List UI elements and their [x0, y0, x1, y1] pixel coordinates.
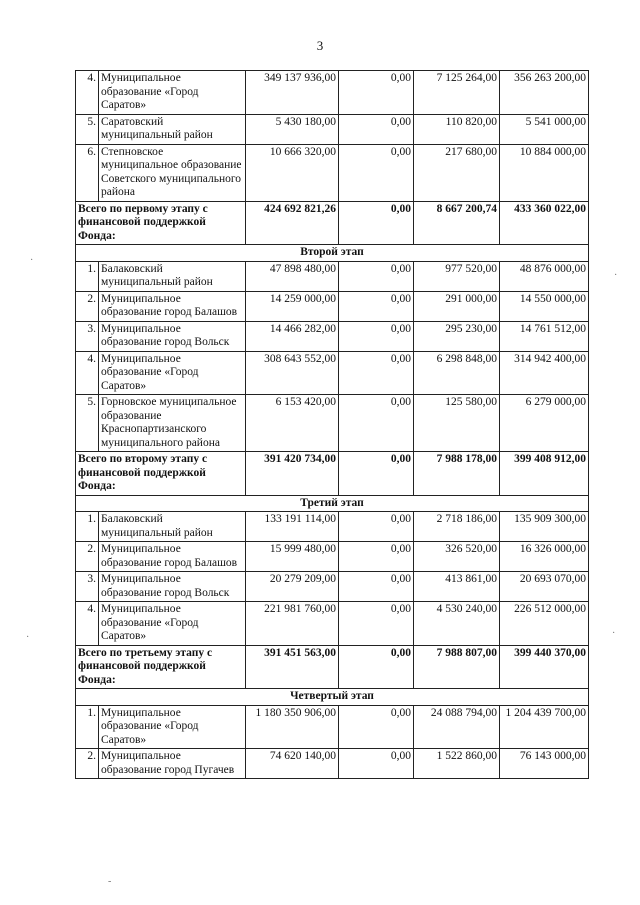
- municipality-name: Саратовский муниципальный район: [99, 114, 246, 144]
- amount-cell: 0,00: [339, 572, 414, 602]
- scan-mark: ·: [612, 628, 616, 639]
- stage-title: Четвертый этап: [76, 689, 589, 706]
- table-row: [76, 705, 589, 749]
- amount-cell: 125 580,00: [414, 395, 500, 452]
- total-amount-cell: 314 942 400,00: [500, 351, 589, 395]
- stage-header-row: [76, 245, 589, 262]
- amount-cell: 391 420 734,00: [246, 452, 339, 496]
- stage-header-row: [76, 689, 589, 706]
- amount-cell: 10 666 320,00: [246, 144, 339, 201]
- row-number: 6.: [76, 144, 99, 201]
- amount-cell: 110 820,00: [414, 114, 500, 144]
- scan-mark: ·: [614, 270, 618, 281]
- municipality-name: Муниципальное образование город Пугачев: [99, 749, 246, 779]
- row-number: 5.: [76, 114, 99, 144]
- amount-cell: 0,00: [339, 291, 414, 321]
- stage-total-label: Всего по второму этапу с финансовой поддержкой Фонда:: [76, 452, 246, 496]
- row-number: 2.: [76, 291, 99, 321]
- stage-total-row: [76, 452, 589, 496]
- amount-cell: 2 718 186,00: [414, 512, 500, 542]
- municipality-name: Горновское муниципальное образование Краснопартизанского муниципального района: [99, 395, 246, 452]
- municipality-name: Муниципальное образование город Вольск: [99, 321, 246, 351]
- stage-total-label: Всего по первому этапу с финансовой поддержкой Фонда:: [76, 201, 246, 245]
- amount-cell: 295 230,00: [414, 321, 500, 351]
- page-number: 3: [316, 38, 324, 53]
- table-row: [76, 572, 589, 602]
- amount-cell: 7 988 178,00: [414, 452, 500, 496]
- funding-table: [75, 70, 589, 779]
- municipality-name: Балаковский муниципальный район: [99, 261, 246, 291]
- amount-cell: 0,00: [339, 201, 414, 245]
- amount-cell: 0,00: [339, 395, 414, 452]
- total-amount-cell: 14 761 512,00: [500, 321, 589, 351]
- amount-cell: 0,00: [339, 114, 414, 144]
- row-number: 1.: [76, 512, 99, 542]
- amount-cell: 7 988 807,00: [414, 645, 500, 689]
- table-row: [76, 351, 589, 395]
- amount-cell: 977 520,00: [414, 261, 500, 291]
- total-amount-cell: 356 263 200,00: [500, 71, 589, 115]
- total-amount-cell: 433 360 022,00: [500, 201, 589, 245]
- row-number: 1.: [76, 261, 99, 291]
- amount-cell: 0,00: [339, 749, 414, 779]
- funding-table-body: [76, 71, 589, 779]
- amount-cell: 221 981 760,00: [246, 602, 339, 646]
- table-row: [76, 261, 589, 291]
- stage-title: Второй этап: [76, 245, 589, 262]
- total-amount-cell: 20 693 070,00: [500, 572, 589, 602]
- table-row: [76, 114, 589, 144]
- municipality-name: Степновское муниципальное образование Советского муниципального района: [99, 144, 246, 201]
- total-amount-cell: 5 541 000,00: [500, 114, 589, 144]
- total-amount-cell: 14 550 000,00: [500, 291, 589, 321]
- amount-cell: 0,00: [339, 321, 414, 351]
- table-row: [76, 395, 589, 452]
- amount-cell: 15 999 480,00: [246, 542, 339, 572]
- stage-header-row: [76, 495, 589, 512]
- table-row: [76, 512, 589, 542]
- amount-cell: 217 680,00: [414, 144, 500, 201]
- scan-mark: ·: [30, 255, 34, 266]
- scan-mark: ·: [26, 632, 30, 643]
- amount-cell: 424 692 821,26: [246, 201, 339, 245]
- row-number: 1.: [76, 705, 99, 749]
- row-number: 4.: [76, 602, 99, 646]
- amount-cell: 20 279 209,00: [246, 572, 339, 602]
- total-amount-cell: 226 512 000,00: [500, 602, 589, 646]
- municipality-name: Муниципальное образование «Город Саратов»: [99, 351, 246, 395]
- amount-cell: 0,00: [339, 705, 414, 749]
- municipality-name: Балаковский муниципальный район: [99, 512, 246, 542]
- amount-cell: 0,00: [339, 645, 414, 689]
- total-amount-cell: 1 204 439 700,00: [500, 705, 589, 749]
- table-row: [76, 321, 589, 351]
- total-amount-cell: 399 440 370,00: [500, 645, 589, 689]
- municipality-name: Муниципальное образование город Балашов: [99, 291, 246, 321]
- amount-cell: 0,00: [339, 542, 414, 572]
- amount-cell: 291 000,00: [414, 291, 500, 321]
- scan-mark: -: [108, 876, 112, 887]
- amount-cell: 8 667 200,74: [414, 201, 500, 245]
- total-amount-cell: 48 876 000,00: [500, 261, 589, 291]
- municipality-name: Муниципальное образование город Вольск: [99, 572, 246, 602]
- table-row: [76, 602, 589, 646]
- row-number: 4.: [76, 71, 99, 115]
- amount-cell: 0,00: [339, 512, 414, 542]
- municipality-name: Муниципальное образование «Город Саратов»: [99, 705, 246, 749]
- total-amount-cell: 16 326 000,00: [500, 542, 589, 572]
- table-row: [76, 291, 589, 321]
- amount-cell: 14 259 000,00: [246, 291, 339, 321]
- amount-cell: 0,00: [339, 452, 414, 496]
- table-row: [76, 749, 589, 779]
- amount-cell: 0,00: [339, 144, 414, 201]
- row-number: 4.: [76, 351, 99, 395]
- table-row: [76, 542, 589, 572]
- amount-cell: 326 520,00: [414, 542, 500, 572]
- amount-cell: 74 620 140,00: [246, 749, 339, 779]
- amount-cell: 6 153 420,00: [246, 395, 339, 452]
- row-number: 3.: [76, 321, 99, 351]
- stage-title: Третий этап: [76, 495, 589, 512]
- amount-cell: 47 898 480,00: [246, 261, 339, 291]
- row-number: 2.: [76, 542, 99, 572]
- table-row: [76, 144, 589, 201]
- amount-cell: 1 522 860,00: [414, 749, 500, 779]
- stage-total-row: [76, 201, 589, 245]
- municipality-name: Муниципальное образование «Город Саратов»: [99, 602, 246, 646]
- amount-cell: 7 125 264,00: [414, 71, 500, 115]
- row-number: 2.: [76, 749, 99, 779]
- table-row: [76, 71, 589, 115]
- total-amount-cell: 399 408 912,00: [500, 452, 589, 496]
- amount-cell: 6 298 848,00: [414, 351, 500, 395]
- amount-cell: 133 191 114,00: [246, 512, 339, 542]
- amount-cell: 349 137 936,00: [246, 71, 339, 115]
- total-amount-cell: 135 909 300,00: [500, 512, 589, 542]
- amount-cell: 0,00: [339, 261, 414, 291]
- row-number: 5.: [76, 395, 99, 452]
- amount-cell: 4 530 240,00: [414, 602, 500, 646]
- amount-cell: 0,00: [339, 351, 414, 395]
- amount-cell: 308 643 552,00: [246, 351, 339, 395]
- municipality-name: Муниципальное образование город Балашов: [99, 542, 246, 572]
- row-number: 3.: [76, 572, 99, 602]
- total-amount-cell: 6 279 000,00: [500, 395, 589, 452]
- amount-cell: 0,00: [339, 71, 414, 115]
- amount-cell: 413 861,00: [414, 572, 500, 602]
- total-amount-cell: 76 143 000,00: [500, 749, 589, 779]
- amount-cell: 24 088 794,00: [414, 705, 500, 749]
- municipality-name: Муниципальное образование «Город Саратов»: [99, 71, 246, 115]
- amount-cell: 5 430 180,00: [246, 114, 339, 144]
- stage-total-label: Всего по третьему этапу с финансовой поддержкой Фонда:: [76, 645, 246, 689]
- amount-cell: 0,00: [339, 602, 414, 646]
- amount-cell: 1 180 350 906,00: [246, 705, 339, 749]
- total-amount-cell: 10 884 000,00: [500, 144, 589, 201]
- amount-cell: 14 466 282,00: [246, 321, 339, 351]
- amount-cell: 391 451 563,00: [246, 645, 339, 689]
- stage-total-row: [76, 645, 589, 689]
